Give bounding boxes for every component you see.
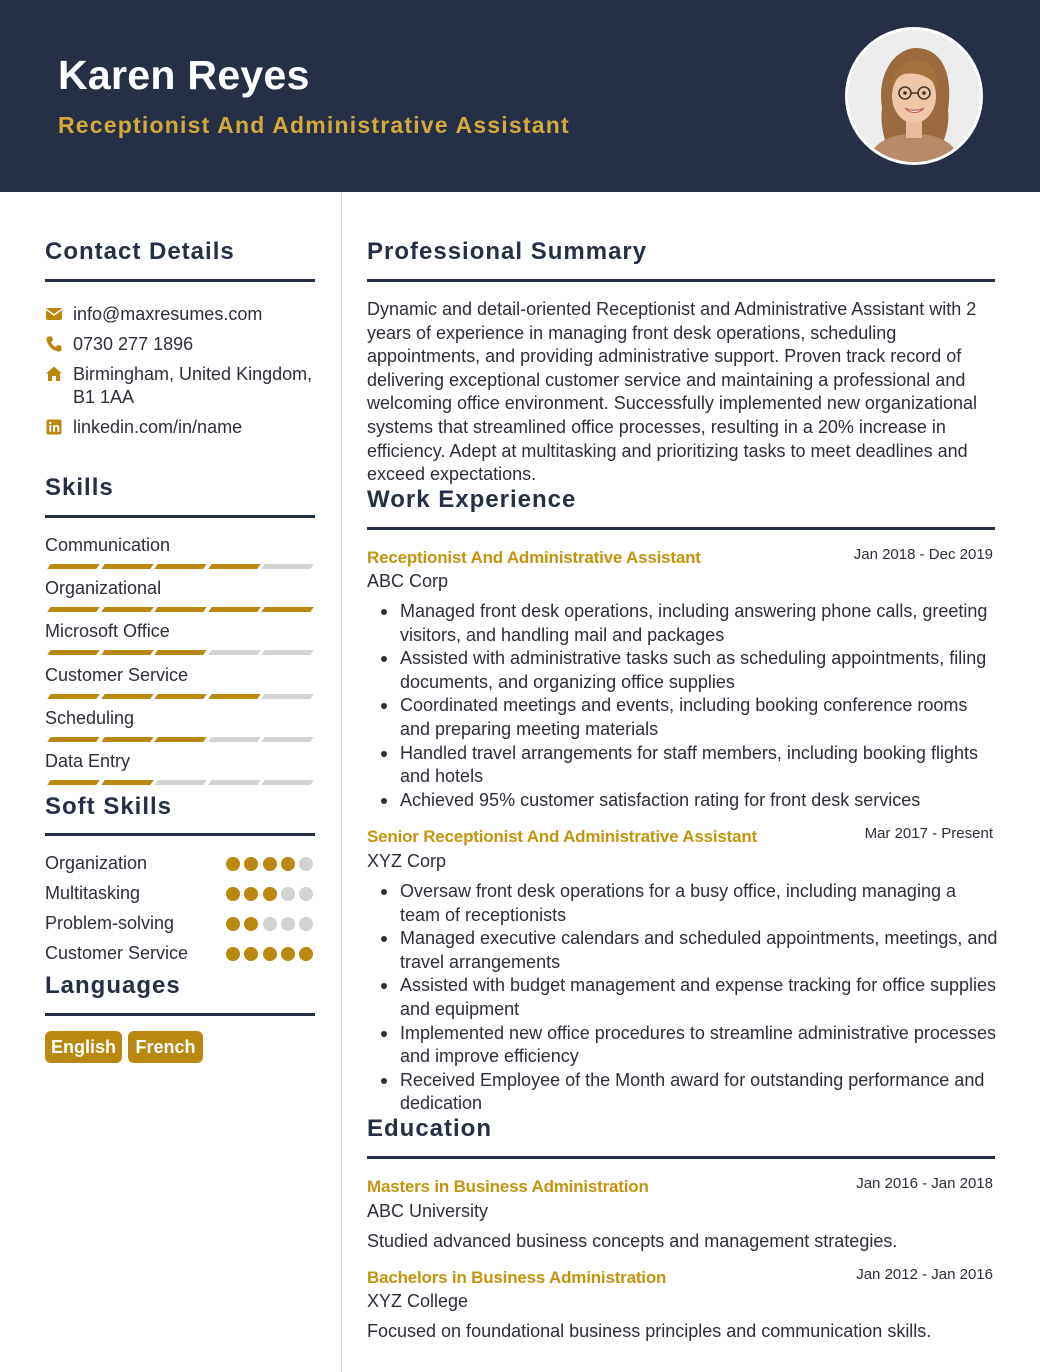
- experience-heading: Work Experience: [367, 486, 577, 513]
- skill-level-bar: [46, 737, 313, 742]
- skill-level-segment: [47, 607, 100, 612]
- contact-rule: [45, 279, 315, 282]
- job-dates: Jan 2018 - Dec 2019: [853, 546, 993, 563]
- rating-dot: [244, 887, 258, 901]
- skill-level-segment: [261, 564, 314, 569]
- soft-skill-label: Organization: [45, 853, 148, 873]
- linkedin-icon: [45, 418, 63, 436]
- list-item: Oversaw front desk operations for a busy office, including managing a team of receptionists: [400, 880, 998, 927]
- skill-label: Customer Service: [45, 664, 189, 685]
- skill-level-bar: [46, 694, 313, 699]
- soft-skills-rule: [45, 833, 315, 836]
- candidate-name: Karen Reyes: [58, 52, 310, 98]
- address-line-1: Birmingham, United Kingdom,: [73, 364, 313, 384]
- column-divider: [341, 192, 342, 1372]
- linkedin-text: linkedin.com/in/name: [73, 417, 243, 437]
- language-badge: English: [45, 1031, 122, 1063]
- list-item: Managed front desk operations, including answering phone calls, greeting visitors, and handling mail and packages: [400, 600, 998, 647]
- skill-level-segment: [261, 650, 314, 655]
- list-item: Implemented new office procedures to streamline administrative processes and improve efficiency: [400, 1022, 998, 1069]
- rating-dot: [281, 887, 295, 901]
- skill-level-segment: [208, 607, 261, 612]
- skill-level-segment: [47, 694, 100, 699]
- job-dates: Mar 2017 - Present: [864, 825, 993, 842]
- job-company: ABC Corp: [367, 571, 449, 591]
- rating-dot: [226, 857, 240, 871]
- skill-level-segment: [261, 737, 314, 742]
- experience-rule: [367, 527, 995, 530]
- rating-dot: [226, 917, 240, 931]
- skill-level-segment: [261, 694, 314, 699]
- skill-level-segment: [154, 607, 207, 612]
- skill-level-segment: [101, 694, 154, 699]
- skill-level-segment: [208, 694, 261, 699]
- skill-level-segment: [154, 564, 207, 569]
- soft-skill-rating: [226, 917, 316, 931]
- home-icon: [45, 365, 63, 383]
- skill-label: Communication: [45, 535, 171, 555]
- job-title: Senior Receptionist And Administrative Assistant: [367, 827, 757, 846]
- skill-level-segment: [101, 650, 154, 655]
- degree-title: Bachelors in Business Administration: [367, 1268, 667, 1287]
- degree-description: Focused on foundational business principles and communication skills.: [367, 1321, 932, 1341]
- rating-dot: [299, 857, 313, 871]
- summary-rule: [367, 279, 995, 282]
- soft-skill-rating: [226, 947, 316, 961]
- rating-dot: [263, 917, 277, 931]
- skill-level-segment: [154, 650, 207, 655]
- soft-skill-rating: [226, 887, 316, 901]
- list-item: Assisted with administrative tasks such as scheduling appointments, filing documents, and organizing office supplies: [400, 647, 998, 694]
- skill-level-segment: [47, 564, 100, 569]
- skill-level-segment: [261, 780, 314, 785]
- job-title: Receptionist And Administrative Assistant: [367, 548, 701, 567]
- list-item: Managed executive calendars and scheduled appointments, meetings, and travel arrangements: [400, 927, 998, 974]
- summary-text: Dynamic and detail-oriented Receptionist and Administrative Assistant with 2 years of experience in managing front desk operations, scheduling appointments, and providing administrative support. Proven track record of delivering exceptional customer service and maintaining a professional and welcoming office environment. Successfully implemented new organizational systems that streamlined office processes, resulting in a 20% increase in efficiency. Adept at multitasking and prioritizing tasks to meet deadlines and exceed expectations.: [367, 299, 977, 485]
- rating-dot: [299, 917, 313, 931]
- skill-level-segment: [154, 694, 207, 699]
- email-text: info@maxresumes.com: [73, 304, 263, 324]
- rating-dot: [226, 947, 240, 961]
- phone-icon: [45, 335, 63, 353]
- profile-photo: [845, 27, 983, 165]
- rating-dot: [244, 947, 258, 961]
- job-bullets: [400, 600, 998, 812]
- skill-label: Data Entry: [45, 751, 131, 771]
- soft-skill-label: Customer Service: [45, 943, 189, 963]
- skill-level-bar: [46, 650, 313, 655]
- skill-level-segment: [101, 780, 154, 785]
- phone-text: 0730 277 1896: [73, 334, 194, 354]
- list-item: Coordinated meetings and events, including booking conference rooms and preparing meeting materials: [400, 694, 998, 741]
- rating-dot: [244, 917, 258, 931]
- skill-level-segment: [154, 737, 207, 742]
- skill-level-segment: [101, 564, 154, 569]
- languages-rule: [45, 1013, 315, 1016]
- skill-label: Microsoft Office: [45, 621, 170, 642]
- skills-rule: [45, 515, 315, 518]
- envelope-icon: [45, 305, 63, 323]
- skill-level-segment: [47, 650, 100, 655]
- skill-level-segment: [261, 607, 314, 612]
- language-badge: French: [128, 1031, 203, 1063]
- resume-header: [0, 0, 1040, 192]
- rating-dot: [226, 887, 240, 901]
- degree-title: Masters in Business Administration: [367, 1177, 649, 1196]
- skill-label: Scheduling: [45, 707, 135, 728]
- skill-level-segment: [208, 737, 261, 742]
- skill-level-segment: [154, 780, 207, 785]
- rating-dot: [281, 947, 295, 961]
- address-line-2: B1 1AA: [73, 387, 135, 407]
- soft-skill-label: Multitasking: [45, 883, 141, 903]
- summary-heading: Professional Summary: [367, 238, 648, 265]
- rating-dot: [263, 857, 277, 871]
- skill-level-segment: [208, 564, 261, 569]
- job-company: XYZ Corp: [367, 851, 447, 871]
- skill-label: Organizational: [45, 578, 162, 599]
- education-rule: [367, 1156, 995, 1159]
- skills-heading: Skills: [45, 474, 114, 501]
- skill-level-bar: [46, 607, 313, 612]
- rating-dot: [299, 887, 313, 901]
- rating-dot: [263, 947, 277, 961]
- skill-level-segment: [208, 780, 261, 785]
- degree-dates: Jan 2012 - Jan 2016: [856, 1266, 993, 1283]
- skill-level-segment: [101, 737, 154, 742]
- rating-dot: [299, 947, 313, 961]
- rating-dot: [244, 857, 258, 871]
- soft-skills-heading: Soft Skills: [45, 793, 173, 820]
- job-bullets: [400, 880, 998, 1116]
- skill-level-segment: [47, 737, 100, 742]
- rating-dot: [281, 917, 295, 931]
- degree-dates: Jan 2016 - Jan 2018: [856, 1175, 993, 1192]
- soft-skill-label: Problem-solving: [45, 913, 175, 933]
- school-name: ABC University: [367, 1201, 489, 1221]
- rating-dot: [281, 857, 295, 871]
- degree-description: Studied advanced business concepts and management strategies.: [367, 1231, 898, 1251]
- skill-level-bar: [46, 564, 313, 569]
- school-name: XYZ College: [367, 1291, 469, 1311]
- skill-level-bar: [46, 780, 313, 785]
- rating-dot: [263, 887, 277, 901]
- soft-skill-rating: [226, 857, 316, 871]
- skill-level-segment: [47, 780, 100, 785]
- skill-level-segment: [208, 650, 261, 655]
- skill-level-segment: [101, 607, 154, 612]
- list-item: Handled travel arrangements for staff members, including booking flights and hotels: [400, 742, 998, 789]
- candidate-title: Receptionist And Administrative Assistant: [58, 112, 570, 138]
- languages-heading: Languages: [45, 972, 181, 999]
- education-heading: Education: [367, 1115, 493, 1142]
- list-item: Achieved 95% customer satisfaction rating for front desk services: [400, 789, 998, 813]
- list-item: Received Employee of the Month award for outstanding performance and dedication: [400, 1069, 998, 1116]
- contact-heading: Contact Details: [45, 238, 235, 265]
- list-item: Assisted with budget management and expense tracking for office supplies and equipment: [400, 974, 998, 1021]
